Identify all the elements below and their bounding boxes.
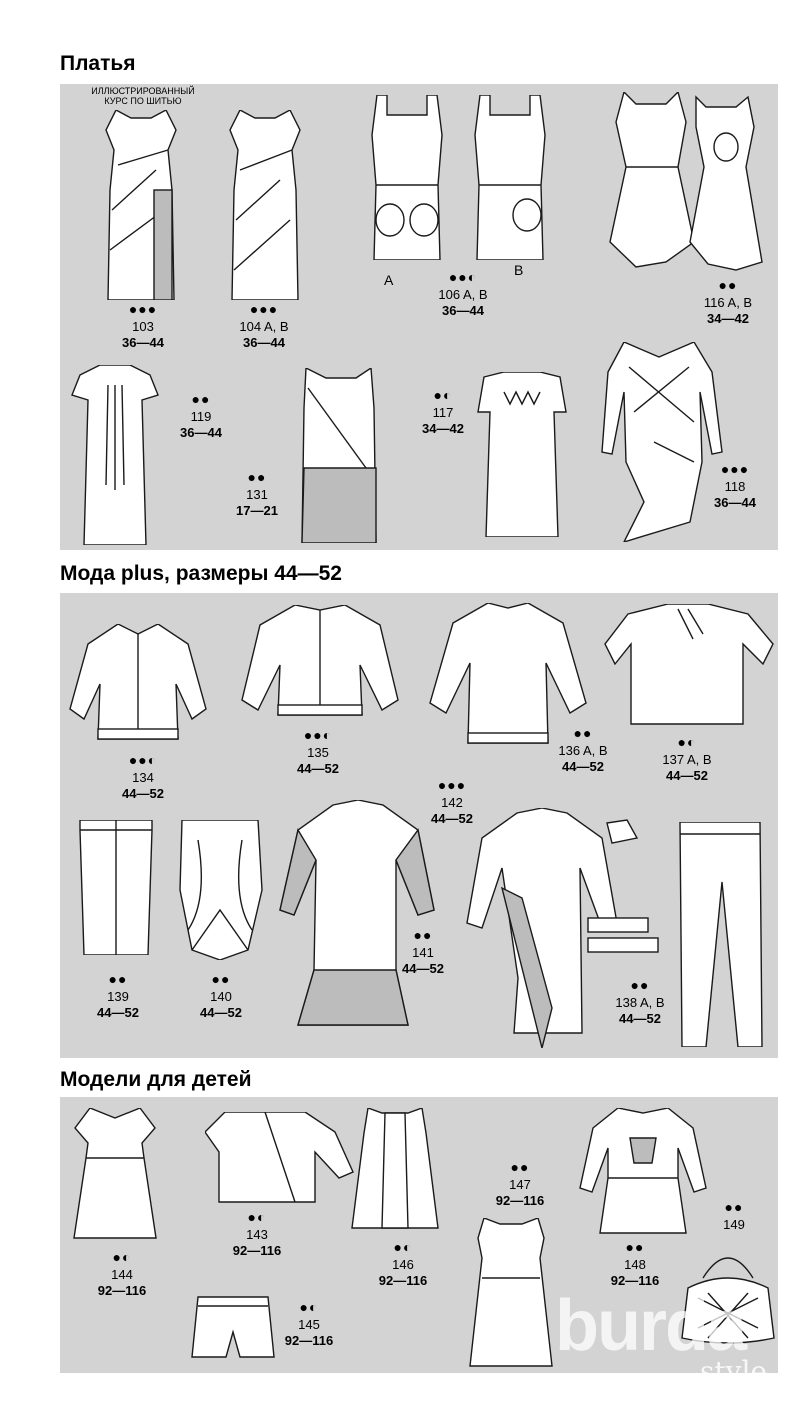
label-104: [224, 302, 304, 349]
size-range: 36—44: [714, 495, 756, 510]
size-range: 44—52: [297, 761, 339, 776]
variant-a: A: [384, 272, 394, 288]
model-number: 137 A, B: [662, 752, 712, 767]
model-number: 142: [441, 795, 463, 810]
label-138: [600, 978, 680, 1025]
garment-140[interactable]: [178, 820, 263, 960]
difficulty-dots: ●◐: [299, 1299, 319, 1315]
model-number: 116 A, B: [703, 295, 753, 310]
model-number: 119: [190, 409, 212, 424]
garment-137[interactable]: [603, 604, 775, 729]
model-number: 104 A, B: [239, 319, 289, 334]
model-number: 149: [723, 1217, 745, 1232]
size-range: 44—52: [619, 1011, 661, 1026]
burda-logo-sub: style: [700, 1355, 767, 1388]
difficulty-dots: ●●●: [720, 461, 750, 477]
garment-117[interactable]: [474, 372, 570, 537]
garment-141[interactable]: [278, 800, 438, 1030]
garment-131[interactable]: [296, 368, 386, 543]
label-146: [363, 1240, 443, 1287]
difficulty-dots: ●●: [573, 725, 593, 741]
garment-144[interactable]: [70, 1108, 160, 1243]
size-range: 92—116: [378, 1273, 428, 1288]
course-note: ИЛЛЮСТРИРОВАННЫЙ КУРС ПО ШИТЬЮ: [91, 86, 195, 107]
model-number: 147: [509, 1177, 531, 1192]
difficulty-dots: ●●: [108, 971, 128, 987]
model-number: 118: [724, 479, 746, 494]
garment-104[interactable]: [220, 110, 310, 300]
garment-134[interactable]: [68, 624, 208, 749]
difficulty-dots: ●●●: [249, 301, 279, 317]
garment-148[interactable]: [578, 1108, 708, 1238]
garment-116[interactable]: [606, 92, 766, 277]
size-range: 44—52: [562, 759, 604, 774]
label-137: [647, 735, 727, 782]
model-number: 139: [107, 989, 129, 1004]
garment-146[interactable]: [350, 1108, 440, 1233]
difficulty-dots: ●◐: [393, 1239, 413, 1255]
label-139: [78, 972, 158, 1019]
garment-145[interactable]: [188, 1292, 278, 1362]
size-range: 36—44: [122, 335, 164, 350]
model-number: 141: [412, 945, 434, 960]
size-range: 36—44: [442, 303, 484, 318]
size-range: 34—42: [422, 421, 464, 436]
size-range: 44—52: [402, 961, 444, 976]
model-number: 145: [298, 1317, 320, 1332]
label-118: [700, 462, 770, 509]
garment-143[interactable]: [205, 1112, 355, 1207]
label-135: [278, 728, 358, 775]
model-number: 117: [432, 405, 454, 420]
difficulty-dots: ●●●: [437, 777, 467, 793]
model-number: 103: [132, 319, 154, 334]
variant-b: B: [514, 262, 524, 278]
model-number: 138 A, B: [615, 995, 665, 1010]
label-136: [543, 726, 623, 773]
difficulty-dots: ●◐: [112, 1249, 132, 1265]
model-number: 144: [111, 1267, 133, 1282]
size-range: 44—52: [97, 1005, 139, 1020]
section-title-dresses: Платья: [60, 52, 136, 75]
label-149: [714, 1200, 754, 1231]
burda-logo: burda: [555, 1286, 746, 1366]
difficulty-dots: ●●: [413, 927, 433, 943]
model-number: 134: [132, 770, 154, 785]
difficulty-dots: ●●◐: [303, 727, 333, 743]
garment-106-b[interactable]: [465, 95, 555, 260]
difficulty-dots: ●◐: [677, 734, 697, 750]
model-number: 136 A, B: [558, 743, 608, 758]
model-number: 135: [307, 745, 329, 760]
size-range: 92—116: [610, 1273, 660, 1288]
section-title-kids: Модели для детей: [60, 1068, 252, 1091]
garment-118[interactable]: [594, 342, 724, 542]
difficulty-dots: ●●◐: [128, 752, 158, 768]
difficulty-dots: ●◐: [247, 1209, 267, 1225]
difficulty-dots: ●●◐: [448, 269, 478, 285]
label-147: [480, 1160, 560, 1207]
label-143: [222, 1210, 292, 1257]
label-140: [181, 972, 261, 1019]
label-117: [408, 388, 478, 435]
size-range: 92—116: [97, 1283, 147, 1298]
label-148: [595, 1240, 675, 1287]
size-range: 92—116: [495, 1193, 545, 1208]
size-range: 36—44: [180, 425, 222, 440]
label-103: [103, 302, 183, 349]
difficulty-dots: ●●: [247, 469, 267, 485]
label-134: [103, 753, 183, 800]
model-number: 143: [246, 1227, 268, 1242]
label-145: [274, 1300, 344, 1347]
label-144: [82, 1250, 162, 1297]
difficulty-dots: ●●: [630, 977, 650, 993]
label-106: [423, 270, 503, 317]
difficulty-dots: ●●: [625, 1239, 645, 1255]
size-range: 36—44: [243, 335, 285, 350]
model-number: 106 A, B: [438, 287, 488, 302]
garment-138-trousers[interactable]: [676, 822, 766, 1047]
label-141: [388, 928, 458, 975]
difficulty-dots: ●◐: [433, 387, 453, 403]
garment-106-a[interactable]: [362, 95, 452, 260]
size-range: 44—52: [431, 811, 473, 826]
difficulty-dots: ●●: [191, 391, 211, 407]
section-title-plus: Мода plus, размеры 44—52: [60, 562, 342, 585]
size-range: 44—52: [200, 1005, 242, 1020]
model-number: 148: [624, 1257, 646, 1272]
model-number: 131: [246, 487, 268, 502]
garment-119[interactable]: [70, 365, 160, 545]
size-range: 92—116: [284, 1333, 334, 1348]
difficulty-dots: ●●: [718, 277, 738, 293]
model-number: 140: [210, 989, 232, 1004]
label-131: [222, 470, 292, 517]
difficulty-dots: ●●: [211, 971, 231, 987]
size-range: 34—42: [707, 311, 749, 326]
size-range: 92—116: [232, 1243, 282, 1258]
label-116: [688, 278, 768, 325]
size-range: 17—21: [236, 503, 278, 518]
difficulty-dots: ●●: [510, 1159, 530, 1175]
garment-147[interactable]: [466, 1218, 556, 1368]
garment-135[interactable]: [240, 605, 400, 725]
model-number: 146: [392, 1257, 414, 1272]
difficulty-dots: ●●●: [128, 301, 158, 317]
difficulty-dots: ●●: [724, 1199, 744, 1215]
garment-103[interactable]: [96, 110, 186, 300]
size-range: 44—52: [666, 768, 708, 783]
label-119: [166, 392, 236, 439]
garment-139[interactable]: [76, 820, 156, 955]
size-range: 44—52: [122, 786, 164, 801]
